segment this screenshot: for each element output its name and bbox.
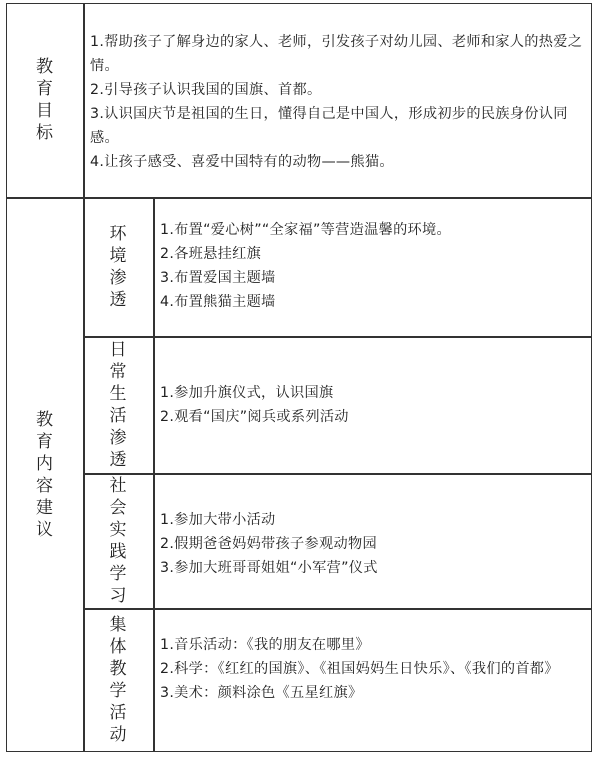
list-item: 2.科学：《红红的国旗》、《祖国妈妈生日快乐》、《我们的首都》: [160, 661, 559, 677]
list-item: 3.美术：颜料涂色《五星红旗》: [160, 685, 363, 701]
section-label-group-teaching: [83, 608, 153, 752]
section-label-environment: [83, 197, 153, 336]
group-teaching-list: [160, 633, 588, 705]
list-item: 2.观看“国庆”阅兵或系列活动: [160, 409, 349, 425]
list-item: 4.布置熊猫主题墙: [160, 294, 276, 310]
section-label-text: 集 体 教 学 活 动: [109, 615, 127, 745]
list-item: 1.音乐活动：《我的朋友在哪里》: [160, 637, 370, 653]
list-item: 1.参加升旗仪式，认识国旗: [160, 385, 334, 401]
row-divider-1: [83, 336, 592, 338]
section-label-text: 环 境 渗 透: [109, 223, 127, 310]
goals-header-text: 教 育 目 标: [36, 57, 53, 143]
goal-item: 1.帮助孩子了解身边的家人、老师，引发孩子对幼儿园、老师和家人的热爱之情。: [90, 34, 583, 74]
list-item: 1.参加大带小活动: [160, 512, 276, 528]
environment-list: [160, 218, 588, 314]
list-item: 2.各班悬挂红旗: [160, 246, 262, 262]
content-header-text: 教 育 内 容 建 议: [36, 409, 53, 540]
goal-item: 4.让孩子感受、喜爱中国特有的动物——熊猫。: [90, 154, 394, 170]
content-header: [6, 197, 83, 752]
row-divider-3: [83, 608, 592, 610]
row-divider-2: [83, 473, 592, 475]
section-label-daily-life: [83, 336, 153, 473]
daily-life-list: [160, 381, 588, 429]
social-practice-list: [160, 508, 588, 580]
list-item: 2.假期爸爸妈妈带孩子参观动物园: [160, 536, 377, 552]
goal-item: 2.引导孩子认识我国的国旗、首都。: [90, 82, 322, 98]
list-item: 3.参加大班哥哥姐姐“小军营”仪式: [160, 560, 378, 576]
goals-header: [6, 3, 83, 197]
list-item: 3.布置爱国主题墙: [160, 270, 276, 286]
section-label-social-practice: [83, 474, 153, 608]
section-label-text: 日 常 生 活 渗 透: [109, 339, 127, 470]
section-label-text: 社 会 实 践 学 习: [109, 476, 127, 606]
list-item: 1.布置“爱心树”“全家福”等营造温馨的环境。: [160, 222, 452, 238]
goal-item: 3.认识国庆节是祖国的生日，懂得自己是中国人，形成初步的民族身份认同感。: [90, 106, 568, 146]
goals-list: [90, 30, 586, 174]
